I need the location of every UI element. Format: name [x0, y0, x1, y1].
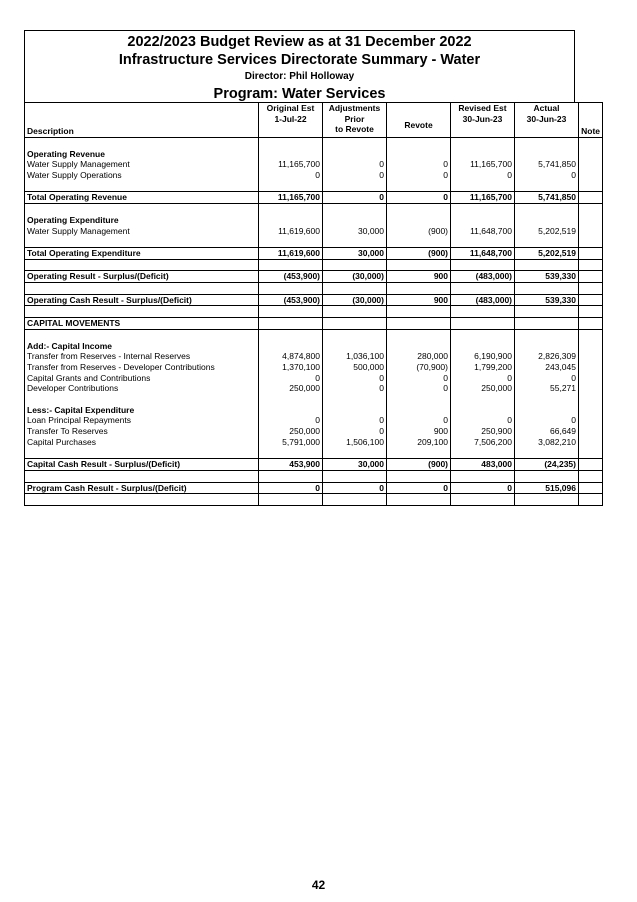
row-value: (24,235): [515, 459, 579, 471]
row-value: [515, 138, 579, 149]
row-value: [515, 341, 579, 352]
row-value: 11,165,700: [451, 192, 515, 204]
row-description: [25, 306, 259, 318]
row-note: [579, 181, 603, 192]
row-description: Transfer from Reserves - Internal Reserves: [25, 351, 259, 362]
row-value: [387, 215, 451, 226]
spacer-row: [25, 259, 603, 271]
row-value: 250,000: [451, 383, 515, 394]
report-title: 2022/2023 Budget Review as at 31 December 2022: [127, 34, 472, 50]
row-description: Water Supply Management: [25, 159, 259, 170]
table-row: [25, 482, 603, 494]
row-description: [25, 494, 259, 506]
row-value: 539,330: [515, 271, 579, 283]
row-value: 0: [259, 415, 323, 426]
row-value: [451, 149, 515, 160]
table-row: [25, 318, 603, 330]
row-value: [451, 405, 515, 416]
row-note: [579, 351, 603, 362]
row-value: [387, 204, 451, 215]
row-value: [323, 149, 387, 160]
row-value: 4,874,800: [259, 351, 323, 362]
row-value: 1,799,200: [451, 362, 515, 373]
row-note: [579, 373, 603, 384]
row-note: [579, 394, 603, 405]
row-value: 0: [259, 482, 323, 494]
row-value: [259, 215, 323, 226]
row-value: [259, 204, 323, 215]
row-value: 1,506,100: [323, 437, 387, 448]
row-value: 30,000: [323, 226, 387, 237]
row-value: [451, 138, 515, 149]
row-value: 5,202,519: [515, 247, 579, 259]
row-value: 0: [387, 192, 451, 204]
row-value: [323, 138, 387, 149]
row-description: Program Cash Result - Surplus/(Deficit): [25, 482, 259, 494]
row-value: 900: [387, 426, 451, 437]
row-value: (900): [387, 226, 451, 237]
row-value: [259, 394, 323, 405]
row-value: 515,096: [515, 482, 579, 494]
spacer-row: [25, 394, 603, 405]
table-row: [25, 149, 603, 160]
row-value: [387, 306, 451, 318]
row-description: [25, 283, 259, 295]
row-value: [387, 318, 451, 330]
row-note: [579, 215, 603, 226]
row-value: 209,100: [387, 437, 451, 448]
row-value: 0: [451, 170, 515, 181]
spacer-row: [25, 181, 603, 192]
row-note: [579, 204, 603, 215]
row-value: [259, 306, 323, 318]
row-value: [515, 394, 579, 405]
row-value: [387, 494, 451, 506]
row-value: [323, 283, 387, 295]
row-value: [515, 448, 579, 459]
spacer-row: [25, 470, 603, 482]
table-row: [25, 351, 603, 362]
report-subtitle: Infrastructure Services Directorate Summary - Water: [118, 52, 481, 68]
col-header-description: Description: [25, 103, 259, 138]
row-description: Capital Purchases: [25, 437, 259, 448]
row-note: [579, 192, 603, 204]
table-row: [25, 405, 603, 416]
row-value: [323, 394, 387, 405]
row-description: [25, 236, 259, 247]
table-row: [25, 383, 603, 394]
row-value: (483,000): [451, 271, 515, 283]
row-value: [451, 215, 515, 226]
row-value: [515, 259, 579, 271]
row-description: [25, 138, 259, 149]
row-description: [25, 394, 259, 405]
row-value: [451, 259, 515, 271]
program-title: Program: Water Services: [213, 86, 386, 102]
row-value: [451, 181, 515, 192]
row-value: [515, 283, 579, 295]
row-description: Loan Principal Repayments: [25, 415, 259, 426]
row-description: Capital Cash Result - Surplus/(Deficit): [25, 459, 259, 471]
row-value: [387, 181, 451, 192]
table-row: [25, 415, 603, 426]
spacer-row: [25, 236, 603, 247]
row-value: 0: [323, 383, 387, 394]
row-value: 3,082,210: [515, 437, 579, 448]
row-value: [323, 215, 387, 226]
row-value: 11,648,700: [451, 247, 515, 259]
director-line: Director: Phil Holloway: [244, 71, 355, 82]
row-value: [451, 318, 515, 330]
table-row: [25, 294, 603, 306]
row-value: [259, 405, 323, 416]
row-value: 0: [323, 426, 387, 437]
row-value: 0: [451, 415, 515, 426]
row-value: [451, 306, 515, 318]
row-value: 0: [387, 373, 451, 384]
row-note: [579, 494, 603, 506]
row-value: 453,900: [259, 459, 323, 471]
row-value: [323, 236, 387, 247]
row-note: [579, 138, 603, 149]
row-note: [579, 329, 603, 340]
row-value: [451, 283, 515, 295]
row-value: 0: [515, 373, 579, 384]
row-value: 0: [387, 415, 451, 426]
row-value: [387, 259, 451, 271]
table-row: [25, 215, 603, 226]
row-value: 11,619,600: [259, 247, 323, 259]
row-value: 243,045: [515, 362, 579, 373]
row-note: [579, 459, 603, 471]
row-value: 250,000: [259, 426, 323, 437]
row-description: Operating Revenue: [25, 149, 259, 160]
table-row: [25, 426, 603, 437]
row-value: [259, 138, 323, 149]
row-value: 0: [451, 373, 515, 384]
table-row: [25, 192, 603, 204]
row-value: 11,165,700: [451, 159, 515, 170]
row-description: [25, 181, 259, 192]
row-description: Capital Grants and Contributions: [25, 373, 259, 384]
row-note: [579, 482, 603, 494]
row-value: 55,271: [515, 383, 579, 394]
row-value: [387, 394, 451, 405]
row-value: [323, 204, 387, 215]
row-description: [25, 259, 259, 271]
row-value: [387, 138, 451, 149]
row-description: Operating Result - Surplus/(Deficit): [25, 271, 259, 283]
row-value: 66,649: [515, 426, 579, 437]
row-value: [323, 405, 387, 416]
col-header-revised-est: Revised Est 30-Jun-23: [451, 103, 515, 138]
row-value: [259, 149, 323, 160]
col-header-revote: Revote: [387, 103, 451, 138]
row-value: [387, 405, 451, 416]
row-note: [579, 283, 603, 295]
row-value: [323, 306, 387, 318]
row-value: [323, 341, 387, 352]
row-value: (30,000): [323, 294, 387, 306]
row-value: [515, 306, 579, 318]
row-description: Add:- Capital Income: [25, 341, 259, 352]
row-value: 0: [387, 170, 451, 181]
row-value: [259, 259, 323, 271]
row-description: Operating Expenditure: [25, 215, 259, 226]
row-value: [259, 318, 323, 330]
row-value: 280,000: [387, 351, 451, 362]
spacer-row: [25, 329, 603, 340]
row-value: (900): [387, 247, 451, 259]
table-row: [25, 170, 603, 181]
row-value: 6,190,900: [451, 351, 515, 362]
row-value: [451, 204, 515, 215]
row-description: [25, 204, 259, 215]
row-value: 11,165,700: [259, 192, 323, 204]
row-value: [387, 448, 451, 459]
spacer-row: [25, 138, 603, 149]
row-value: [451, 236, 515, 247]
row-value: [451, 341, 515, 352]
row-value: 0: [323, 159, 387, 170]
row-value: 11,619,600: [259, 226, 323, 237]
col-header-adjustments: Adjustments Prior to Revote: [323, 103, 387, 138]
row-value: [323, 259, 387, 271]
row-value: 0: [323, 192, 387, 204]
row-description: [25, 470, 259, 482]
row-value: 0: [451, 482, 515, 494]
row-value: [515, 204, 579, 215]
table-row: [25, 362, 603, 373]
row-description: Less:- Capital Expenditure: [25, 405, 259, 416]
row-value: 7,506,200: [451, 437, 515, 448]
row-value: 30,000: [323, 247, 387, 259]
row-value: 250,900: [451, 426, 515, 437]
row-value: [451, 448, 515, 459]
row-value: [323, 470, 387, 482]
row-note: [579, 341, 603, 352]
row-value: 11,165,700: [259, 159, 323, 170]
col-header-note: Note: [579, 103, 603, 138]
row-value: 900: [387, 294, 451, 306]
row-value: [259, 494, 323, 506]
row-value: 5,791,000: [259, 437, 323, 448]
row-note: [579, 415, 603, 426]
row-note: [579, 306, 603, 318]
row-note: [579, 247, 603, 259]
table-row: [25, 459, 603, 471]
row-description: Total Operating Revenue: [25, 192, 259, 204]
row-value: 0: [259, 170, 323, 181]
row-note: [579, 383, 603, 394]
row-value: [451, 394, 515, 405]
spacer-row: [25, 494, 603, 506]
row-value: [515, 149, 579, 160]
row-description: Water Supply Operations: [25, 170, 259, 181]
row-value: 0: [387, 482, 451, 494]
row-description: Developer Contributions: [25, 383, 259, 394]
row-value: [515, 329, 579, 340]
table-row: [25, 159, 603, 170]
row-value: 0: [323, 373, 387, 384]
row-value: 0: [259, 373, 323, 384]
row-value: 483,000: [451, 459, 515, 471]
page-number: 42: [311, 878, 326, 892]
row-value: [387, 329, 451, 340]
row-note: [579, 426, 603, 437]
row-value: 2,826,309: [515, 351, 579, 362]
row-description: Operating Cash Result - Surplus/(Deficit): [25, 294, 259, 306]
row-value: 1,370,100: [259, 362, 323, 373]
row-description: Total Operating Expenditure: [25, 247, 259, 259]
row-value: 0: [515, 170, 579, 181]
spacer-row: [25, 204, 603, 215]
row-value: 0: [387, 159, 451, 170]
row-description: Transfer To Reserves: [25, 426, 259, 437]
table-row: [25, 437, 603, 448]
row-value: [515, 215, 579, 226]
row-value: [259, 341, 323, 352]
row-value: 500,000: [323, 362, 387, 373]
row-note: [579, 362, 603, 373]
col-header-actual: Actual 30-Jun-23: [515, 103, 579, 138]
row-note: [579, 318, 603, 330]
row-note: [579, 437, 603, 448]
row-value: (70,900): [387, 362, 451, 373]
row-value: [259, 236, 323, 247]
table-row: [25, 271, 603, 283]
table-header-row: [25, 103, 603, 138]
row-value: [323, 494, 387, 506]
row-note: [579, 149, 603, 160]
row-value: 0: [323, 482, 387, 494]
row-value: [323, 329, 387, 340]
table-row: [25, 247, 603, 259]
row-value: [387, 283, 451, 295]
row-value: [515, 470, 579, 482]
row-note: [579, 405, 603, 416]
row-note: [579, 236, 603, 247]
row-note: [579, 470, 603, 482]
row-value: [323, 448, 387, 459]
row-value: 5,202,519: [515, 226, 579, 237]
row-note: [579, 170, 603, 181]
row-value: [259, 448, 323, 459]
row-value: 5,741,850: [515, 192, 579, 204]
row-value: [451, 329, 515, 340]
row-value: 539,330: [515, 294, 579, 306]
spacer-row: [25, 306, 603, 318]
row-note: [579, 259, 603, 271]
row-value: [515, 318, 579, 330]
row-value: [515, 181, 579, 192]
row-value: 250,000: [259, 383, 323, 394]
row-value: [387, 236, 451, 247]
row-value: 900: [387, 271, 451, 283]
row-value: [515, 405, 579, 416]
row-note: [579, 294, 603, 306]
row-description: [25, 329, 259, 340]
row-value: 0: [323, 170, 387, 181]
row-description: [25, 448, 259, 459]
row-value: (900): [387, 459, 451, 471]
spacer-row: [25, 283, 603, 295]
row-value: 0: [323, 415, 387, 426]
row-value: (483,000): [451, 294, 515, 306]
row-value: [259, 181, 323, 192]
row-value: 1,036,100: [323, 351, 387, 362]
row-value: [387, 341, 451, 352]
row-note: [579, 226, 603, 237]
row-value: [515, 236, 579, 247]
budget-table: [24, 102, 603, 506]
row-note: [579, 448, 603, 459]
row-value: (453,900): [259, 271, 323, 283]
row-value: [387, 149, 451, 160]
row-value: [451, 470, 515, 482]
spacer-row: [25, 448, 603, 459]
row-note: [579, 159, 603, 170]
report-header: [24, 30, 575, 103]
col-header-original-est: Original Est 1-Jul-22: [259, 103, 323, 138]
row-description: Transfer from Reserves - Developer Contributions: [25, 362, 259, 373]
row-value: 30,000: [323, 459, 387, 471]
row-note: [579, 271, 603, 283]
row-description: CAPITAL MOVEMENTS: [25, 318, 259, 330]
row-value: 0: [387, 383, 451, 394]
row-value: [323, 318, 387, 330]
row-value: [323, 181, 387, 192]
table-row: [25, 341, 603, 352]
row-value: [259, 470, 323, 482]
row-value: [387, 470, 451, 482]
table-row: [25, 373, 603, 384]
row-value: 5,741,850: [515, 159, 579, 170]
row-value: [451, 494, 515, 506]
row-value: (453,900): [259, 294, 323, 306]
row-value: [515, 494, 579, 506]
table-row: [25, 226, 603, 237]
row-value: 11,648,700: [451, 226, 515, 237]
row-value: 0: [515, 415, 579, 426]
row-value: [259, 283, 323, 295]
row-value: [259, 329, 323, 340]
row-value: (30,000): [323, 271, 387, 283]
row-description: Water Supply Management: [25, 226, 259, 237]
